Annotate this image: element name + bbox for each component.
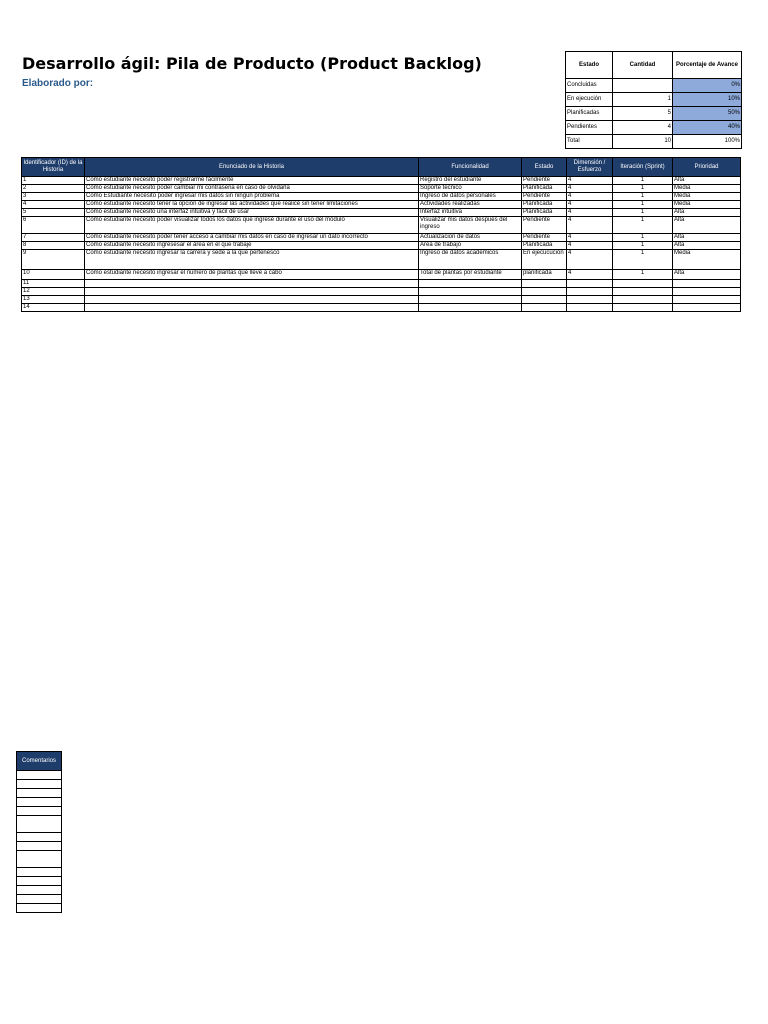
header-iteracion: Iteración (Sprint) (613, 158, 673, 177)
cell-iteracion[interactable] (613, 304, 673, 312)
comment-cell[interactable] (17, 895, 62, 904)
summary-cantidad[interactable]: 10 (613, 135, 673, 149)
cell-historia[interactable]: Como estudiante necesito ingresar el numero de plantas que lleve a cabo (85, 270, 419, 280)
cell-id[interactable]: 9 (22, 250, 85, 270)
cell-dimension[interactable]: 4 (567, 201, 613, 209)
backlog-table (21, 157, 741, 312)
header-estado: Estado (522, 158, 567, 177)
summary-estado[interactable]: Total (566, 135, 613, 149)
backlog-header-row (22, 158, 741, 177)
cell-prioridad[interactable]: Alta (673, 234, 741, 242)
cell-id[interactable]: 12 (22, 288, 85, 296)
summary-estado[interactable]: Planificadas (566, 107, 613, 121)
comment-row (17, 877, 62, 886)
cell-prioridad[interactable]: Alta (673, 217, 741, 234)
comment-row (17, 798, 62, 807)
comment-cell[interactable] (17, 842, 62, 851)
table-row (22, 288, 741, 296)
cell-funcionalidad[interactable]: Actividades realizadas (419, 201, 522, 209)
cell-historia[interactable]: Como estudiante necesito ingresesar el área en el que trabaje (85, 242, 419, 250)
cell-historia[interactable]: Como estudiante necesito ingresar la carrera y sede a la que pertenesco (85, 250, 419, 270)
comment-row (17, 904, 62, 913)
comments-header-row (17, 752, 62, 771)
page-title: Desarrollo ágil: Pila de Producto (Product Backlog) (22, 54, 482, 73)
table-row (22, 201, 741, 209)
cell-prioridad[interactable]: Media (673, 250, 741, 270)
comment-cell[interactable] (17, 904, 62, 913)
cell-historia[interactable] (85, 304, 419, 312)
cell-funcionalidad[interactable]: Interfaz intuitiva (419, 209, 522, 217)
cell-estado[interactable]: Planificada (522, 201, 567, 209)
cell-funcionalidad[interactable] (419, 288, 522, 296)
cell-estado[interactable] (522, 280, 567, 288)
cell-id[interactable]: 2 (22, 185, 85, 193)
cell-estado[interactable]: En ejecucución (522, 250, 567, 270)
table-row (22, 193, 741, 201)
summary-header-estado: Estado (566, 52, 613, 79)
cell-funcionalidad[interactable]: Actualizacion de datos (419, 234, 522, 242)
comment-cell[interactable] (17, 877, 62, 886)
comment-row (17, 807, 62, 816)
cell-estado[interactable]: Planificada (522, 185, 567, 193)
cell-iteracion[interactable] (613, 280, 673, 288)
table-row (22, 177, 741, 185)
cell-estado[interactable] (522, 304, 567, 312)
cell-iteracion[interactable]: 1 (613, 270, 673, 280)
comment-row (17, 842, 62, 851)
comment-row (17, 833, 62, 842)
summary-porcentaje[interactable]: 100% (673, 135, 742, 149)
cell-id[interactable]: 10 (22, 270, 85, 280)
cell-dimension[interactable]: 4 (567, 193, 613, 201)
header-prioridad: Prioridad (673, 158, 741, 177)
cell-prioridad[interactable] (673, 280, 741, 288)
cell-funcionalidad[interactable] (419, 296, 522, 304)
comment-cell[interactable] (17, 798, 62, 807)
cell-dimension[interactable]: 4 (567, 234, 613, 242)
comment-cell[interactable] (17, 807, 62, 816)
cell-historia[interactable]: Como estudiante necesito una interfaz intuitiva y facil de usar (85, 209, 419, 217)
cell-historia[interactable]: Como estudiante necesito poder cambiar mi contraseña en caso de olvidarla (85, 185, 419, 193)
comment-cell[interactable] (17, 771, 62, 780)
comment-row (17, 851, 62, 868)
cell-prioridad[interactable] (673, 304, 741, 312)
cell-historia[interactable]: Como Estudiante necesito poder ingresar mis datos sin ningun problema (85, 193, 419, 201)
cell-iteracion[interactable] (613, 296, 673, 304)
summary-cantidad[interactable]: 4 (613, 121, 673, 135)
cell-estado[interactable]: Planificada (522, 209, 567, 217)
cell-iteracion[interactable] (613, 288, 673, 296)
table-row (22, 304, 741, 312)
comment-row (17, 868, 62, 877)
cell-funcionalidad[interactable]: Ingreso de datos personales (419, 193, 522, 201)
cell-funcionalidad[interactable]: Ingreso de datos academicos (419, 250, 522, 270)
summary-header-porcentaje: Porcentaje de Avance (673, 52, 742, 79)
cell-id[interactable]: 13 (22, 296, 85, 304)
cell-estado[interactable] (522, 296, 567, 304)
comment-row (17, 816, 62, 833)
cell-historia[interactable] (85, 288, 419, 296)
header-funcionalidad: Funcionalidad (419, 158, 522, 177)
comment-row (17, 789, 62, 798)
cell-funcionalidad[interactable]: Area de trabajo (419, 242, 522, 250)
comment-row (17, 780, 62, 789)
cell-iteracion[interactable]: 1 (613, 185, 673, 193)
cell-dimension[interactable] (567, 288, 613, 296)
cell-dimension[interactable]: 4 (567, 270, 613, 280)
cell-dimension[interactable]: 4 (567, 217, 613, 234)
cell-historia[interactable]: Como estudiante necesito poder tener acceso a cambiar mis datos en caso de ingresar un dato incorrecto (85, 234, 419, 242)
cell-dimension[interactable]: 4 (567, 242, 613, 250)
cell-iteracion[interactable]: 1 (613, 177, 673, 185)
comment-row (17, 771, 62, 780)
summary-porcentaje[interactable]: 0% (673, 79, 742, 93)
cell-prioridad[interactable] (673, 288, 741, 296)
cell-historia[interactable] (85, 280, 419, 288)
summary-estado[interactable]: En ejecución (566, 93, 613, 107)
summary-header-cantidad: Cantidad (613, 52, 673, 79)
cell-iteracion[interactable]: 1 (613, 234, 673, 242)
cell-historia[interactable]: Como estudiante necesito tener la opción de ingresar las actividades que realicé sin tener limitaciones (85, 201, 419, 209)
cell-id[interactable]: 14 (22, 304, 85, 312)
header-id: Identificador (ID) de la Historia (22, 158, 85, 177)
summary-header-row (566, 52, 742, 79)
comment-cell[interactable] (17, 780, 62, 789)
table-row (22, 250, 741, 270)
cell-id[interactable]: 3 (22, 193, 85, 201)
cell-funcionalidad[interactable]: Registro del estudiante (419, 177, 522, 185)
cell-prioridad[interactable]: Alta (673, 209, 741, 217)
cell-estado[interactable] (522, 288, 567, 296)
comments-header: Comentarios (17, 752, 62, 771)
table-row (22, 270, 741, 280)
cell-prioridad[interactable]: Alta (673, 270, 741, 280)
cell-funcionalidad[interactable]: Soporte tecnico (419, 185, 522, 193)
cell-iteracion[interactable]: 1 (613, 209, 673, 217)
table-row (22, 280, 741, 288)
summary-row (566, 107, 742, 121)
cell-estado[interactable]: Pendiente (522, 193, 567, 201)
summary-estado[interactable]: Pendientes (566, 121, 613, 135)
table-row (22, 185, 741, 193)
comment-cell[interactable] (17, 851, 62, 868)
table-row (22, 234, 741, 242)
summary-cantidad[interactable] (613, 79, 673, 93)
cell-funcionalidad[interactable] (419, 280, 522, 288)
header-dimension: Dimensión / Esfuerzo (567, 158, 613, 177)
comment-cell[interactable] (17, 789, 62, 798)
cell-historia[interactable] (85, 296, 419, 304)
cell-prioridad[interactable] (673, 296, 741, 304)
cell-prioridad[interactable]: Alta (673, 242, 741, 250)
cell-id[interactable]: 6 (22, 217, 85, 234)
elaborado-label: Elaborado por: (22, 78, 94, 89)
cell-dimension[interactable]: 4 (567, 185, 613, 193)
cell-iteracion[interactable]: 1 (613, 201, 673, 209)
cell-dimension[interactable] (567, 296, 613, 304)
cell-iteracion[interactable]: 1 (613, 193, 673, 201)
summary-table (565, 51, 742, 149)
cell-funcionalidad[interactable]: Total de plantas por estudiante (419, 270, 522, 280)
cell-funcionalidad[interactable]: Visualizar mis datos despues del ingreso (419, 217, 522, 234)
cell-iteracion[interactable]: 1 (613, 250, 673, 270)
summary-row (566, 79, 742, 93)
cell-id[interactable]: 1 (22, 177, 85, 185)
cell-historia[interactable]: Como estudiante necesito poder visualizar todos los datos que ingresé durante el uso del módulo (85, 217, 419, 234)
cell-estado[interactable]: Pendiente (522, 177, 567, 185)
cell-prioridad[interactable]: Media (673, 185, 741, 193)
cell-prioridad[interactable]: Media (673, 193, 741, 201)
summary-row (566, 121, 742, 135)
summary-total-row (566, 135, 742, 149)
cell-prioridad[interactable]: Media (673, 201, 741, 209)
cell-estado[interactable]: Planificada (522, 242, 567, 250)
cell-id[interactable]: 5 (22, 209, 85, 217)
summary-row (566, 93, 742, 107)
cell-dimension[interactable] (567, 304, 613, 312)
comment-row (17, 886, 62, 895)
cell-id[interactable]: 7 (22, 234, 85, 242)
cell-prioridad[interactable]: Alta (673, 177, 741, 185)
cell-dimension[interactable]: 4 (567, 209, 613, 217)
comment-cell[interactable] (17, 886, 62, 895)
summary-estado[interactable]: Concluidas (566, 79, 613, 93)
cell-dimension[interactable] (567, 280, 613, 288)
summary-porcentaje[interactable]: 10% (673, 93, 742, 107)
comments-table (16, 751, 62, 913)
summary-porcentaje[interactable]: 40% (673, 121, 742, 135)
cell-funcionalidad[interactable] (419, 304, 522, 312)
cell-dimension[interactable]: 4 (567, 177, 613, 185)
cell-id[interactable]: 4 (22, 201, 85, 209)
comment-cell[interactable] (17, 833, 62, 842)
cell-estado[interactable]: Pendiente (522, 234, 567, 242)
table-row (22, 296, 741, 304)
comment-cell[interactable] (17, 816, 62, 833)
summary-porcentaje[interactable]: 50% (673, 107, 742, 121)
table-row (22, 209, 741, 217)
cell-iteracion[interactable]: 1 (613, 242, 673, 250)
comment-cell[interactable] (17, 868, 62, 877)
cell-dimension[interactable]: 4 (567, 250, 613, 270)
cell-estado[interactable]: Pendiente (522, 217, 567, 234)
summary-cantidad[interactable]: 5 (613, 107, 673, 121)
cell-estado[interactable]: planificada (522, 270, 567, 280)
comment-row (17, 895, 62, 904)
table-row (22, 242, 741, 250)
cell-id[interactable]: 8 (22, 242, 85, 250)
cell-iteracion[interactable]: 1 (613, 217, 673, 234)
table-row (22, 217, 741, 234)
header-historia: Enunciado de la Historia (85, 158, 419, 177)
cell-id[interactable]: 11 (22, 280, 85, 288)
cell-historia[interactable]: Como estudiante necesito poder registrarme fácilmente (85, 177, 419, 185)
summary-cantidad[interactable]: 1 (613, 93, 673, 107)
